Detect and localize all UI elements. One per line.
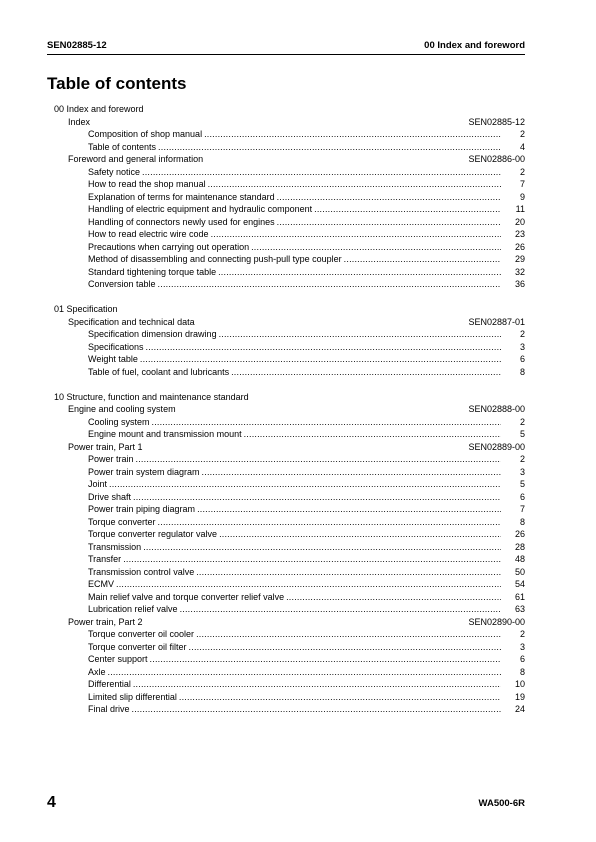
dot-leader bbox=[204, 128, 501, 141]
toc-entry[interactable] bbox=[47, 603, 525, 616]
toc-group bbox=[47, 403, 525, 416]
dot-leader bbox=[150, 653, 501, 666]
toc-group-code: SEN02890-00 bbox=[468, 616, 525, 627]
toc-entry[interactable] bbox=[47, 191, 525, 204]
toc-entry[interactable] bbox=[47, 428, 525, 441]
toc-entry-name: Precautions when carrying out operation bbox=[88, 241, 250, 252]
toc-group-name: Foreword and general information bbox=[68, 154, 204, 164]
toc-entry-name: Axle bbox=[88, 666, 106, 677]
dot-leader bbox=[109, 478, 501, 491]
section-spacer bbox=[47, 291, 525, 304]
toc-entry-page: 29 bbox=[514, 254, 525, 264]
toc-entry[interactable] bbox=[47, 178, 525, 191]
toc-section-heading: 00 Index and foreword bbox=[54, 104, 144, 114]
toc-entry-page: 28 bbox=[514, 541, 525, 552]
toc-entry-page: 8 bbox=[519, 366, 525, 377]
toc-entry-page: 7 bbox=[519, 504, 525, 514]
dot-leader bbox=[108, 666, 501, 679]
toc-entry-page: 20 bbox=[514, 216, 525, 227]
toc-entry-name: Differential bbox=[88, 679, 131, 689]
dot-leader bbox=[133, 678, 501, 691]
dot-leader bbox=[219, 528, 501, 541]
toc-entry-page: 5 bbox=[519, 479, 525, 489]
dot-leader bbox=[146, 341, 501, 354]
dot-leader bbox=[211, 228, 501, 241]
dot-leader bbox=[116, 578, 501, 591]
toc-entry-name: Power train piping diagram bbox=[88, 504, 196, 514]
toc-entry-page: 54 bbox=[514, 579, 525, 589]
toc-entry-page: 61 bbox=[514, 591, 525, 602]
toc-entry[interactable] bbox=[47, 253, 525, 266]
dot-leader bbox=[251, 241, 501, 254]
toc-group-code: SEN02888-00 bbox=[468, 404, 525, 414]
toc-entry-name: Table of fuel, coolant and lubricants bbox=[88, 366, 230, 377]
footer-model: WA500-6R bbox=[478, 798, 525, 809]
toc-entry-page: 2 bbox=[519, 129, 525, 139]
toc-entry-name: Center support bbox=[88, 654, 148, 664]
toc-entry-name: Limited slip differential bbox=[88, 691, 177, 702]
footer-page-number: 4 bbox=[47, 794, 56, 811]
toc-entry-name: Specifications bbox=[88, 341, 144, 352]
toc-entry-page: 10 bbox=[514, 679, 525, 689]
toc-group bbox=[47, 316, 525, 329]
dot-leader bbox=[314, 203, 501, 216]
toc-entry[interactable] bbox=[47, 578, 525, 591]
toc-entry-page: 6 bbox=[519, 654, 525, 664]
dot-leader bbox=[286, 591, 501, 604]
toc-entry-name: Engine mount and transmission mount bbox=[88, 429, 242, 439]
toc-entry-page: 3 bbox=[519, 466, 525, 477]
dot-leader bbox=[244, 428, 501, 441]
toc-entry[interactable] bbox=[47, 166, 525, 179]
dot-leader bbox=[158, 141, 501, 154]
toc-group-code: SEN02887-01 bbox=[468, 316, 525, 327]
dot-leader bbox=[152, 416, 501, 429]
toc-entry-page: 9 bbox=[519, 191, 525, 202]
dot-leader bbox=[158, 278, 501, 291]
toc-entry-page: 36 bbox=[514, 279, 525, 289]
toc-group-name: Engine and cooling system bbox=[68, 404, 176, 414]
toc-entry[interactable] bbox=[47, 366, 525, 379]
toc-entry-name: Main relief valve and torque converter relief valve bbox=[88, 591, 285, 602]
toc-entry-name: Drive shaft bbox=[88, 491, 132, 502]
toc-group-name: Index bbox=[68, 116, 91, 127]
dot-leader bbox=[218, 266, 501, 279]
toc-group-code: SEN02885-12 bbox=[468, 116, 525, 127]
toc-entry[interactable] bbox=[47, 341, 525, 354]
toc-group-name: Power train, Part 2 bbox=[68, 616, 143, 627]
toc-entry[interactable] bbox=[47, 266, 525, 279]
dot-leader bbox=[136, 453, 501, 466]
toc-entry[interactable] bbox=[47, 528, 525, 541]
toc-entry-name: Transmission bbox=[88, 541, 142, 552]
table-of-contents bbox=[47, 103, 525, 716]
toc-entry-page: 19 bbox=[514, 691, 525, 702]
dot-leader bbox=[202, 466, 501, 479]
toc-entry[interactable] bbox=[47, 453, 525, 466]
toc-entry-page: 11 bbox=[515, 204, 525, 214]
dot-leader bbox=[208, 178, 501, 191]
toc-entry[interactable] bbox=[47, 278, 525, 291]
toc-entry[interactable] bbox=[47, 141, 525, 154]
toc-entry[interactable] bbox=[47, 466, 525, 479]
header-rule bbox=[47, 54, 525, 55]
toc-entry-page: 8 bbox=[519, 516, 525, 527]
toc-entry-page: 2 bbox=[519, 629, 525, 639]
toc-entry-name: Weight table bbox=[88, 354, 138, 364]
dot-leader bbox=[142, 166, 501, 179]
toc-entry-page: 23 bbox=[514, 229, 525, 239]
toc-entry[interactable] bbox=[47, 516, 525, 529]
toc-entry[interactable] bbox=[47, 416, 525, 429]
toc-entry-page: 2 bbox=[519, 329, 525, 339]
dot-leader bbox=[231, 366, 501, 379]
toc-entry-page: 32 bbox=[514, 266, 525, 277]
toc-group-code: SEN02886-00 bbox=[468, 154, 525, 164]
toc-entry[interactable] bbox=[47, 353, 525, 366]
toc-entry-name: Torque converter regulator valve bbox=[88, 529, 218, 539]
toc-entry-page: 7 bbox=[519, 179, 525, 189]
toc-entry-name: Torque converter oil cooler bbox=[88, 629, 195, 639]
toc-entry[interactable] bbox=[47, 216, 525, 229]
toc-entry-name: Table of contents bbox=[88, 141, 157, 152]
toc-entry-page: 6 bbox=[519, 491, 525, 502]
toc-entry-page: 2 bbox=[519, 166, 525, 177]
toc-entry-page: 3 bbox=[519, 641, 525, 652]
toc-entry-page: 3 bbox=[519, 341, 525, 352]
toc-entry-page: 2 bbox=[519, 416, 525, 427]
toc-entry-name: Final drive bbox=[88, 704, 130, 714]
dot-leader bbox=[132, 703, 501, 716]
dot-leader bbox=[277, 191, 501, 204]
toc-entry[interactable] bbox=[47, 203, 525, 216]
dot-leader bbox=[180, 603, 501, 616]
toc-entry[interactable] bbox=[47, 553, 525, 566]
dot-leader bbox=[197, 503, 501, 516]
toc-entry[interactable] bbox=[47, 491, 525, 504]
toc-entry[interactable] bbox=[47, 128, 525, 141]
dot-leader bbox=[123, 553, 501, 566]
toc-section-heading: 10 Structure, function and maintenance standard bbox=[54, 391, 249, 402]
toc-entry-page: 50 bbox=[514, 566, 525, 577]
toc-entry-name: Standard tightening torque table bbox=[88, 266, 217, 277]
dot-leader bbox=[140, 353, 501, 366]
toc-entry[interactable] bbox=[47, 628, 525, 641]
toc-entry-name: Handling of electric equipment and hydraulic component bbox=[88, 204, 313, 214]
toc-group bbox=[47, 616, 525, 629]
toc-entry-page: 26 bbox=[514, 241, 525, 252]
toc-entry-name: Transfer bbox=[88, 554, 122, 564]
dot-leader bbox=[143, 541, 501, 554]
toc-entry[interactable] bbox=[47, 228, 525, 241]
toc-entry-name: Safety notice bbox=[88, 166, 141, 177]
toc-entry-page: 48 bbox=[514, 554, 525, 564]
toc-entry-name: Specification dimension drawing bbox=[88, 329, 217, 339]
toc-entry[interactable] bbox=[47, 591, 525, 604]
toc-entry[interactable] bbox=[47, 328, 525, 341]
toc-group-code: SEN02889-00 bbox=[468, 441, 525, 452]
toc-entry[interactable] bbox=[47, 653, 525, 666]
toc-group bbox=[47, 116, 525, 129]
dot-leader bbox=[196, 628, 501, 641]
toc-entry-name: Composition of shop manual bbox=[88, 129, 203, 139]
toc-entry-name: Handling of connectors newly used for engines bbox=[88, 216, 275, 227]
toc-entry-name: Method of disassembling and connecting push-pull type coupler bbox=[88, 254, 342, 264]
dot-leader bbox=[219, 328, 501, 341]
toc-entry[interactable] bbox=[47, 691, 525, 704]
toc-group bbox=[47, 441, 525, 454]
toc-entry[interactable] bbox=[47, 566, 525, 579]
toc-entry[interactable] bbox=[47, 678, 525, 691]
toc-entry[interactable] bbox=[47, 541, 525, 554]
toc-entry-name: Torque converter oil filter bbox=[88, 641, 187, 652]
toc-entry[interactable] bbox=[47, 241, 525, 254]
toc-entry[interactable] bbox=[47, 478, 525, 491]
toc-section-heading: 01 Specification bbox=[54, 304, 118, 314]
toc-entry-page: 24 bbox=[514, 704, 525, 714]
toc-entry-name: Explanation of terms for maintenance standard bbox=[88, 191, 275, 202]
dot-leader bbox=[277, 216, 501, 229]
toc-entry-name: Transmission control valve bbox=[88, 566, 195, 577]
toc-entry-page: 26 bbox=[514, 529, 525, 539]
toc-entry-name: How to read the shop manual bbox=[88, 179, 206, 189]
dot-leader bbox=[344, 253, 501, 266]
header-doc-code: SEN02885-12 bbox=[47, 40, 107, 51]
page-title: Table of contents bbox=[47, 74, 187, 93]
dot-leader bbox=[189, 641, 501, 654]
toc-entry[interactable] bbox=[47, 666, 525, 679]
toc-entry[interactable] bbox=[47, 641, 525, 654]
toc-entry-name: Power train bbox=[88, 454, 134, 464]
toc-entry-page: 2 bbox=[519, 454, 525, 464]
toc-entry-page: 63 bbox=[514, 604, 525, 614]
toc-group-name: Power train, Part 1 bbox=[68, 441, 143, 452]
dot-leader bbox=[196, 566, 501, 579]
toc-entry-name: Lubrication relief valve bbox=[88, 604, 178, 614]
dot-leader bbox=[133, 491, 501, 504]
toc-group-name: Specification and technical data bbox=[68, 316, 195, 327]
toc-entry-page: 4 bbox=[519, 141, 525, 152]
dot-leader bbox=[158, 516, 501, 529]
toc-entry-page: 5 bbox=[519, 429, 525, 439]
toc-entry-page: 6 bbox=[519, 354, 525, 364]
toc-entry-name: Power train system diagram bbox=[88, 466, 200, 477]
header-section-title: 00 Index and foreword bbox=[424, 40, 525, 51]
toc-entry-name: ECMV bbox=[88, 579, 115, 589]
toc-entry-name: Cooling system bbox=[88, 416, 150, 427]
toc-entry-page: 8 bbox=[519, 666, 525, 677]
toc-entry-name: Torque converter bbox=[88, 516, 156, 527]
toc-entry[interactable] bbox=[47, 703, 525, 716]
toc-group bbox=[47, 153, 525, 166]
toc-entry-name: How to read electric wire code bbox=[88, 229, 209, 239]
toc-entry-name: Joint bbox=[88, 479, 108, 489]
dot-leader bbox=[179, 691, 501, 704]
section-spacer bbox=[47, 378, 525, 391]
toc-entry[interactable] bbox=[47, 503, 525, 516]
toc-entry-name: Conversion table bbox=[88, 279, 156, 289]
